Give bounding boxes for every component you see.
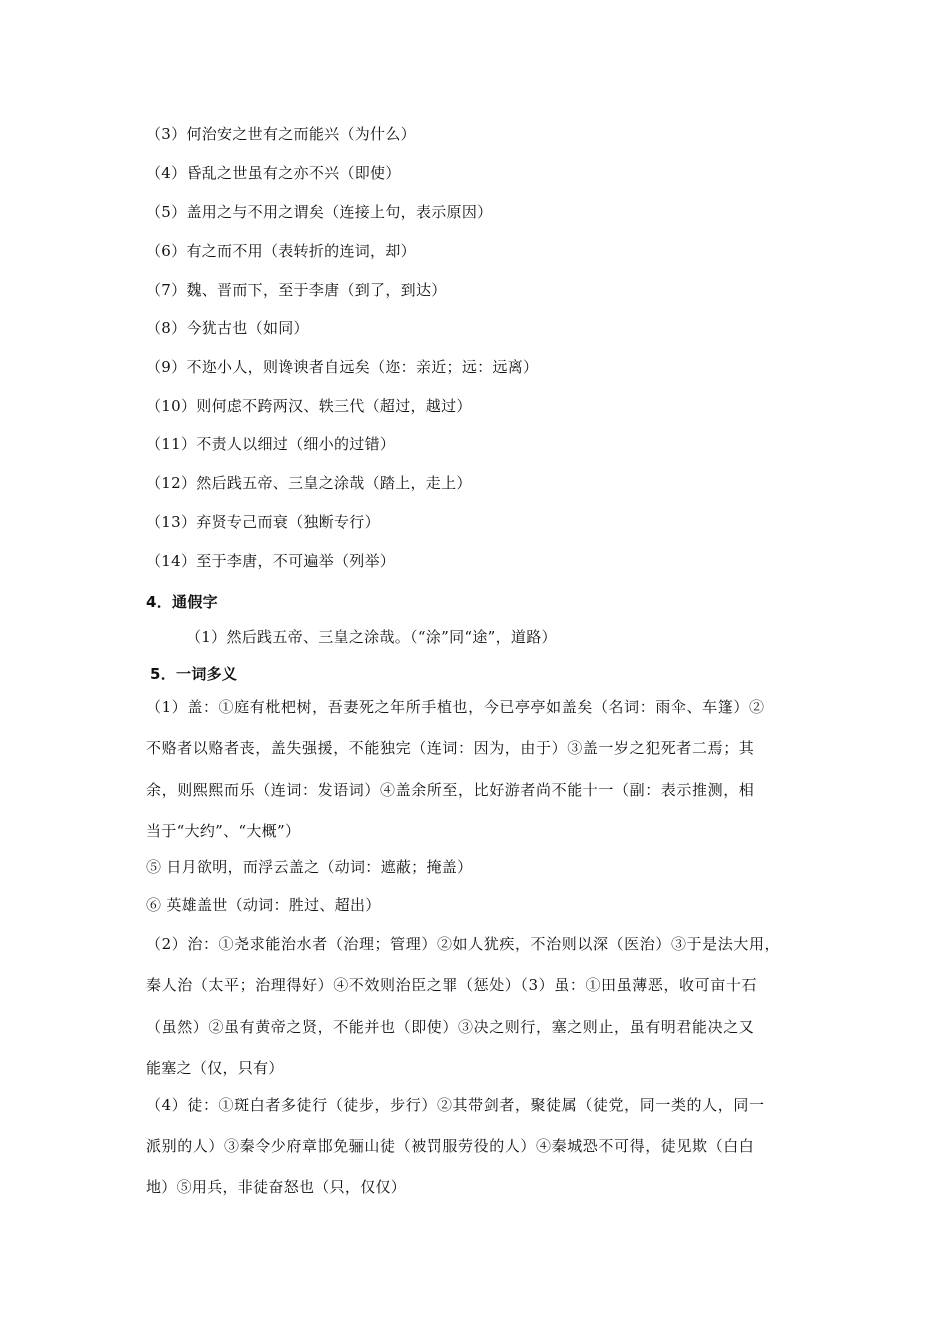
list-item: （1）然后践五帝、三皇之涂哉。（“涂”同“途”，道路）	[186, 628, 557, 646]
list-item: （8）今犹古也（如同）	[146, 319, 309, 337]
paragraph-line: （2）治：①尧求能治水者（治理；管理）②如人犹疾，不治则以深（医治）③于是法大用，	[146, 935, 781, 953]
list-item: （13）弃贤专己而衰（独断专行）	[146, 513, 380, 531]
list-item: （11）不责人以细过（细小的过错）	[146, 435, 396, 453]
list-item: （14）至于李唐，不可遍举（列举）	[146, 552, 396, 570]
list-item: （5）盖用之与不用之谓矣（连接上句，表示原因）	[146, 203, 493, 221]
section-heading-yiciduoyi: 5．一词多义	[150, 665, 238, 683]
paragraph-line: 地）⑤用兵，非徒奋怒也（只，仅仅）	[146, 1178, 407, 1196]
paragraph-line: 当于“大约”、“大概”）	[146, 822, 301, 840]
paragraph-line: ⑤ 日月欲明，而浮云盖之（动词：遮蔽；掩盖）	[146, 858, 473, 876]
list-item: （10）则何虑不跨两汉、轶三代（超过，越过）	[146, 397, 472, 415]
paragraph-line: ⑥ 英雄盖世（动词：胜过、超出）	[146, 896, 381, 914]
list-item: （4）昏乱之世虽有之亦不兴（即使）	[146, 164, 401, 182]
list-item: （9）不迩小人，则谗谀者自远矣（迩：亲近；远：远离）	[146, 358, 539, 376]
paragraph-line: 能塞之（仅，只有）	[146, 1059, 284, 1077]
list-item: （7）魏、晋而下，至于李唐（到了，到达）	[146, 281, 447, 299]
section-heading-tongjiazi: 4．通假字	[146, 593, 218, 611]
list-item: （6）有之而不用（表转折的连词，却）	[146, 242, 416, 260]
list-item: （12）然后践五帝、三皇之涂哉（踏上，走上）	[146, 474, 472, 492]
paragraph-line: 不赂者以赂者丧，盖失强援，不能独完（连词：因为，由于）③盖一岁之犯死者二焉；其	[146, 739, 755, 757]
paragraph-line: （4）徒：①斑白者多徒行（徒步，步行）②其带剑者，聚徒属（徒党，同一类的人，同一	[146, 1096, 765, 1114]
paragraph-line: （虽然）②虽有黄帝之贤，不能并也（即使）③决之则行，塞之则止，虽有明君能决之又	[146, 1018, 755, 1036]
list-item: （3）何治安之世有之而能兴（为什么）	[146, 125, 416, 143]
paragraph-line: 秦人治（太平；治理得好）④不效则治臣之罪（惩处）（3）虽：①田虽薄恶，收可亩十石	[146, 976, 758, 994]
paragraph-line: （1）盖：①庭有枇杷树，吾妻死之年所手植也，今已亭亭如盖矣（名词：雨伞、车篷）②	[146, 698, 765, 716]
paragraph-line: 派别的人）③秦令少府章邯免骊山徒（被罚服劳役的人）④秦城恐不可得，徒见欺（白白	[146, 1137, 755, 1155]
paragraph-line: 余，则熙熙而乐（连词：发语词）④盖余所至，比好游者尚不能十一（副：表示推测，相	[146, 781, 755, 799]
